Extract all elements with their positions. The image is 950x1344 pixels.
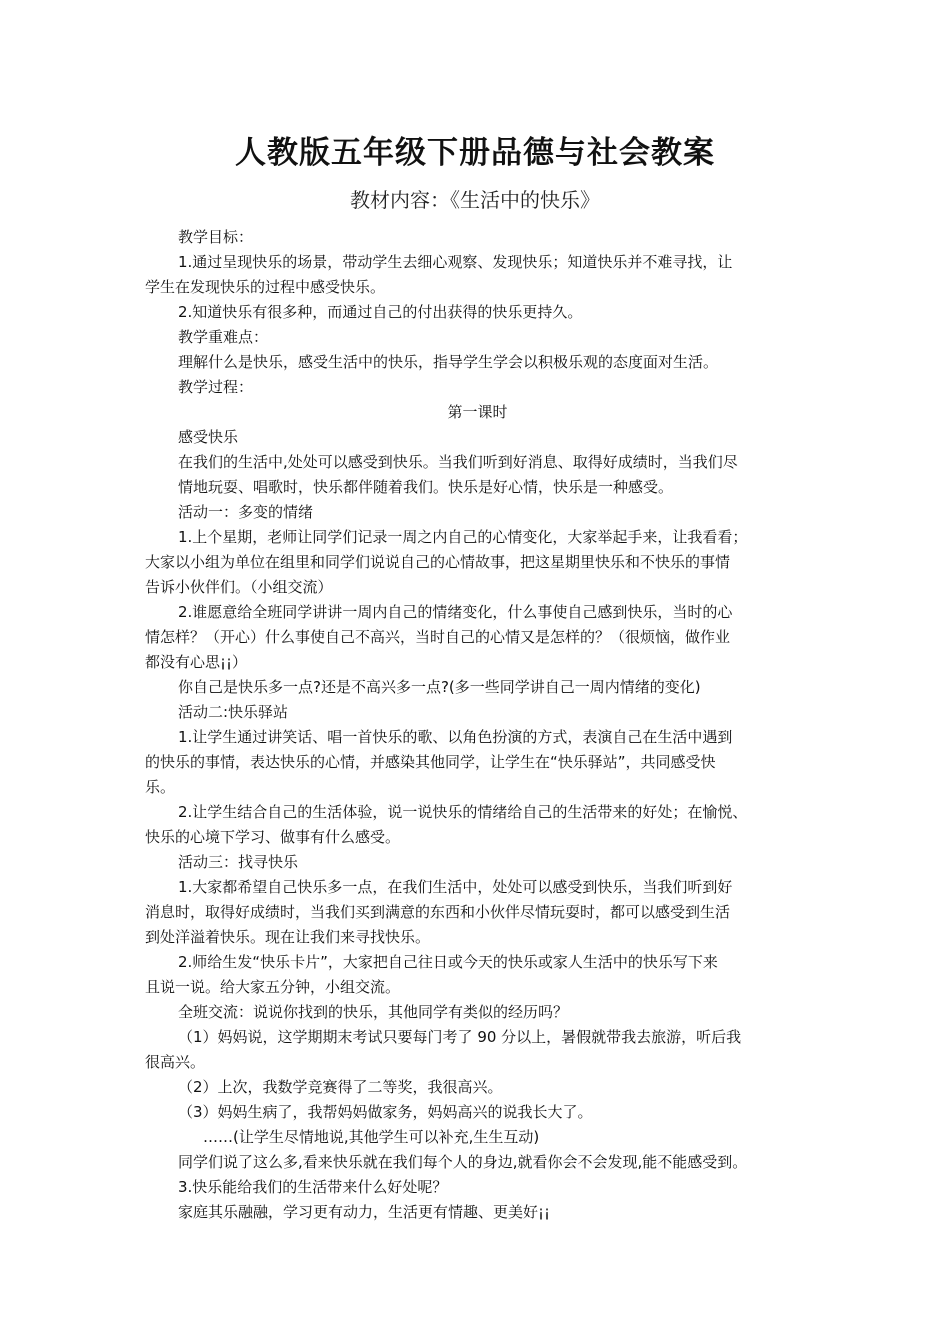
lesson-heading: 第一课时 — [447, 403, 508, 421]
section-heading: 教学目标： — [178, 228, 254, 246]
document-subtitle: 教材内容：《生活中的快乐》 — [350, 188, 600, 212]
paragraph-line: 告诉小伙伴们。（小组交流） — [145, 578, 333, 596]
paragraph-line: 消息时，取得好成绩时，当我们买到满意的东西和小伙伴尽情玩耍时，都可以感受到生活 — [145, 903, 731, 921]
paragraph-line: 在我们的生活中,处处可以感受到快乐。当我们听到好消息、取得好成绩时，当我们尽 — [178, 453, 738, 471]
paragraph-line: 理解什么是快乐，感受生活中的快乐，指导学生学会以积极乐观的态度面对生活。 — [178, 353, 719, 371]
paragraph-line: 情怎样？（开心）什么事使自己不高兴，当时自己的心情又是怎样的？（很烦恼，做作业 — [145, 628, 731, 646]
section-heading: 教学重难点： — [178, 328, 269, 346]
paragraph-line: 很高兴。 — [145, 1053, 206, 1071]
document-title: 人教版五年级下册品德与社会教案 — [235, 135, 715, 171]
paragraph-line: （2）上次，我数学竞赛得了二等奖，我很高兴。 — [178, 1078, 503, 1096]
paragraph-line: 1.大家都希望自己快乐多一点，在我们生活中，处处可以感受到快乐，当我们听到好 — [178, 878, 733, 896]
section-heading: 活动二:快乐驿站 — [178, 703, 289, 721]
paragraph-line: 2.让学生结合自己的生活体验，说一说快乐的情绪给自己的生活带来的好处；在愉悦、 — [178, 803, 748, 821]
paragraph-line: 大家以小组为单位在组里和同学们说说自己的心情故事，把这星期里快乐和不快乐的事情 — [145, 553, 731, 571]
paragraph-line: 你自己是快乐多一点?还是不高兴多一点?(多一些同学讲自己一周内情绪的变化) — [178, 678, 701, 696]
paragraph-line: 2.师给生发“快乐卡片”，大家把自己往日或今天的快乐或家人生活中的快乐写下来 — [178, 953, 718, 971]
document-body — [145, 225, 810, 1225]
section-heading: 活动一：多变的情绪 — [178, 503, 314, 521]
section-heading: 活动三：找寻快乐 — [178, 853, 299, 871]
paragraph-line: 1.上个星期，老师让同学们记录一周之内自己的心情变化，大家举起手来，让我看看； — [178, 528, 748, 546]
paragraph-line: 且说一说。给大家五分钟，小组交流。 — [145, 978, 401, 996]
section-heading: 教学过程： — [178, 378, 254, 396]
paragraph-line: 到处洋溢着快乐。现在让我们来寻找快乐。 — [145, 928, 431, 946]
paragraph-line: 都没有心思¡¡） — [145, 653, 248, 671]
paragraph-line: 同学们说了这么多,看来快乐就在我们每个人的身边,就看你会不会发现,能不能感受到。 — [178, 1153, 748, 1171]
paragraph-line: 情地玩耍、唱歌时，快乐都伴随着我们。快乐是好心情，快乐是一种感受。 — [178, 478, 674, 496]
paragraph-line: 1.通过呈现快乐的场景，带动学生去细心观察、发现快乐；知道快乐并不难寻找，让 — [178, 253, 733, 271]
section-heading: 感受快乐 — [178, 428, 239, 446]
paragraph-line: 1.让学生通过讲笑话、唱一首快乐的歌、以角色扮演的方式，表演自己在生活中遇到 — [178, 728, 733, 746]
paragraph-line: （1）妈妈说，这学期期末考试只要每门考了 90 分以上，暑假就带我去旅游，听后我 — [178, 1028, 742, 1046]
paragraph-line: 家庭其乐融融，学习更有动力，生活更有情趣、更美好¡¡ — [178, 1203, 551, 1221]
paragraph-line: 3.快乐能给我们的生活带来什么好处呢？ — [178, 1178, 448, 1196]
paragraph-line: （3）妈妈生病了，我帮妈妈做家务，妈妈高兴的说我长大了。 — [178, 1103, 593, 1121]
paragraph-line: 的快乐的事情，表达快乐的心情，并感染其他同学，让学生在“快乐驿站”，共同感受快 — [145, 753, 716, 771]
paragraph-line: 2.知道快乐有很多种，而通过自己的付出获得的快乐更持久。 — [178, 303, 583, 321]
paragraph-line: 全班交流：说说你找到的快乐，其他同学有类似的经历吗？ — [178, 1003, 569, 1021]
paragraph-line: ……(让学生尽情地说,其他学生可以补充,生生互动) — [203, 1128, 540, 1146]
paragraph-line: 2.谁愿意给全班同学讲讲一周内自己的情绪变化，什么事使自己感到快乐，当时的心 — [178, 603, 733, 621]
paragraph-line: 快乐的心境下学习、做事有什么感受。 — [145, 828, 401, 846]
paragraph-line: 乐。 — [145, 778, 176, 796]
paragraph-line: 学生在发现快乐的过程中感受快乐。 — [145, 278, 386, 296]
